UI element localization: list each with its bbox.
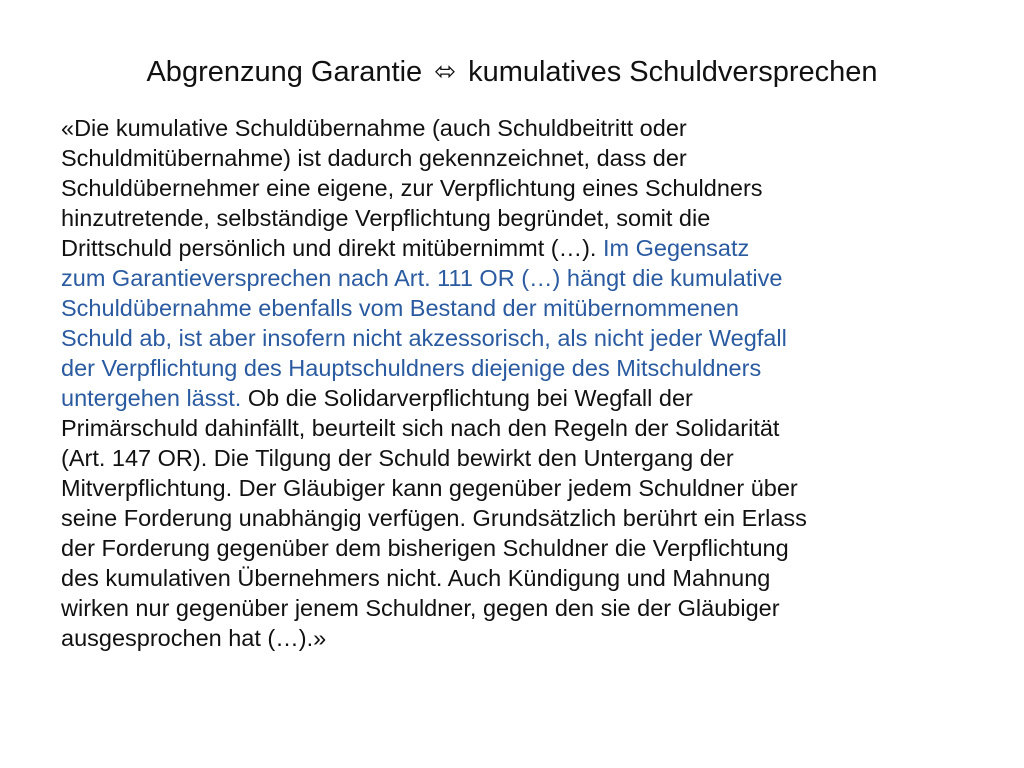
text-line — [61, 503, 981, 533]
left-right-arrow-icon: ⬄ — [434, 56, 457, 86]
text-line — [61, 413, 981, 443]
body-text: Schuldmitübernahme) ist dadurch gekennzeichnet, dass der — [61, 145, 687, 171]
body-text: Ob die Solidarverpflichtung bei Wegfall der — [241, 385, 693, 411]
body-text: Drittschuld persönlich und direkt mitübernimmt (…). — [61, 235, 603, 261]
text-line — [61, 143, 981, 173]
body-text: seine Forderung unabhängig verfügen. Grundsätzlich berührt ein Erlass — [61, 505, 807, 531]
highlighted-text: Schuldübernahme ebenfalls vom Bestand der mitübernommenen — [61, 295, 739, 321]
body-text: Schuldübernehmer eine eigene, zur Verpflichtung eines Schuldners — [61, 175, 763, 201]
highlighted-text: der Verpflichtung des Hauptschuldners diejenige des Mitschuldners — [61, 355, 762, 381]
body-text: der Forderung gegenüber dem bisherigen Schuldner die Verpflichtung — [61, 535, 789, 561]
text-line — [61, 173, 981, 203]
text-line — [61, 563, 981, 593]
body-text: ausgesprochen hat (…).» — [61, 625, 327, 651]
highlighted-text: Schuld ab, ist aber insofern nicht akzessorisch, als nicht jeder Wegfall — [61, 325, 787, 351]
text-line — [61, 623, 981, 653]
text-line — [61, 353, 981, 383]
text-line — [61, 323, 981, 353]
text-line — [61, 113, 981, 143]
body-text: hinzutretende, selbständige Verpflichtung begründet, somit die — [61, 205, 711, 231]
body-text: Primärschuld dahinfällt, beurteilt sich nach den Regeln der Solidarität — [61, 415, 780, 441]
text-line — [61, 203, 981, 233]
highlighted-text: Im Gegensatz — [602, 235, 750, 261]
body-text: wirken nur gegenüber jenem Schuldner, gegen den sie der Gläubiger — [61, 595, 780, 621]
text-line — [61, 263, 981, 293]
text-line — [61, 593, 981, 623]
body-text: (Art. 147 OR). Die Tilgung der Schuld bewirkt den Untergang der — [61, 445, 734, 471]
text-line — [61, 533, 981, 563]
title-left: Abgrenzung Garantie — [146, 56, 423, 88]
title-right: kumulatives Schuldversprechen — [468, 56, 878, 88]
text-line — [61, 443, 981, 473]
text-line — [61, 473, 981, 503]
body-text: des kumulativen Übernehmers nicht. Auch Kündigung und Mahnung — [61, 565, 771, 591]
slide-title — [40, 52, 984, 91]
text-line — [61, 293, 981, 323]
text-line — [61, 383, 981, 413]
highlighted-text: untergehen lässt. — [61, 385, 242, 411]
text-line — [61, 233, 981, 263]
quote-body — [61, 113, 981, 653]
body-text: Mitverpflichtung. Der Gläubiger kann gegenüber jedem Schuldner über — [61, 475, 798, 501]
highlighted-text: zum Garantieversprechen nach Art. 111 OR (…) hängt die kumulative — [61, 265, 783, 291]
body-text: «Die kumulative Schuldübernahme (auch Schuldbeitritt oder — [61, 115, 687, 141]
